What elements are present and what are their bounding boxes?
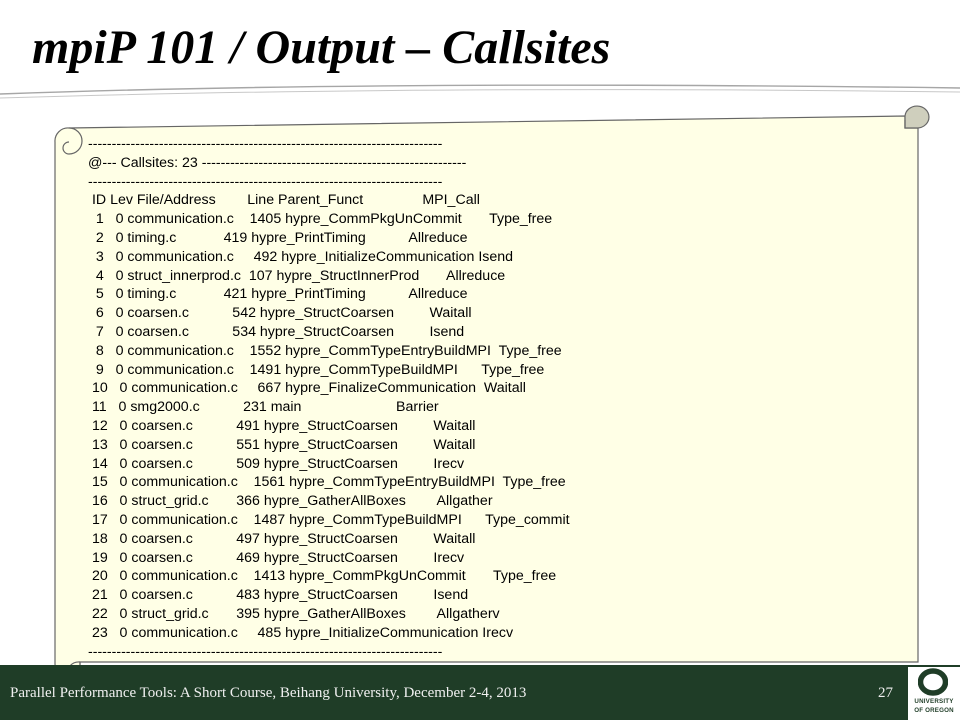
logo-line-oregon: OF OREGON <box>914 707 954 714</box>
logo-line-university: UNIVERSITY <box>914 698 954 705</box>
footer-bar <box>0 665 960 720</box>
output-line: 7 0 coarsen.c 534 hypre_StructCoarsen Isend <box>88 323 465 340</box>
output-line: 3 0 communication.c 492 hypre_InitializeCommunication Isend <box>88 248 514 265</box>
output-line: @--- Callsites: 23 -------------------------------------------------------- <box>88 154 467 171</box>
output-line: 19 0 coarsen.c 469 hypre_StructCoarsen Irecv <box>88 549 465 566</box>
output-line: 20 0 communication.c 1413 hypre_CommPkgUnCommit Type_free <box>88 568 557 585</box>
output-line: --------------------------------------------------------------------------- <box>88 643 443 660</box>
output-line: 9 0 communication.c 1491 hypre_CommTypeBuildMPI Type_free <box>88 361 545 378</box>
output-line: 22 0 struct_grid.c 395 hypre_GatherAllBoxes Allgatherv <box>88 605 500 622</box>
output-line: 2 0 timing.c 419 hypre_PrintTiming Allreduce <box>88 229 468 246</box>
output-line: 17 0 communication.c 1487 hypre_CommTypeBuildMPI Type_commit <box>88 511 570 528</box>
callsites-output <box>88 135 908 661</box>
output-line: 4 0 struct_innerprod.c 107 hypre_StructInnerProd Allreduce <box>88 267 506 284</box>
output-line: 6 0 coarsen.c 542 hypre_StructCoarsen Waitall <box>88 305 472 322</box>
output-line: 10 0 communication.c 667 hypre_FinalizeCommunication Waitall <box>88 380 526 397</box>
o-logo-icon <box>918 668 948 696</box>
output-line: ID Lev File/Address Line Parent_Funct MPI_Call <box>88 192 480 209</box>
slide-title: mpiP 101 / Output – Callsites <box>32 21 611 74</box>
footer-caption: Parallel Performance Tools: A Short Course, Beihang University, December 2-4, 2013 <box>10 685 527 701</box>
output-line: 5 0 timing.c 421 hypre_PrintTiming Allreduce <box>88 286 468 303</box>
output-line: 23 0 communication.c 485 hypre_InitializeCommunication Irecv <box>88 624 514 641</box>
output-line: 13 0 coarsen.c 551 hypre_StructCoarsen Waitall <box>88 436 476 453</box>
output-line: 14 0 coarsen.c 509 hypre_StructCoarsen Irecv <box>88 455 465 472</box>
output-line: 1 0 communication.c 1405 hypre_CommPkgUnCommit Type_free <box>88 211 553 228</box>
output-line: 8 0 communication.c 1552 hypre_CommTypeEntryBuildMPI Type_free <box>88 342 562 359</box>
page-number: 27 <box>878 685 893 701</box>
output-line: 16 0 struct_grid.c 366 hypre_GatherAllBoxes Allgather <box>88 493 493 510</box>
output-line: --------------------------------------------------------------------------- <box>88 136 443 152</box>
output-line: 15 0 communication.c 1561 hypre_CommTypeEntryBuildMPI Type_free <box>88 474 566 491</box>
output-line: 18 0 coarsen.c 497 hypre_StructCoarsen Waitall <box>88 530 476 547</box>
output-line: 21 0 coarsen.c 483 hypre_StructCoarsen Isend <box>88 587 469 604</box>
university-logo <box>908 667 960 720</box>
output-line: 12 0 coarsen.c 491 hypre_StructCoarsen Waitall <box>88 417 476 434</box>
output-line: --------------------------------------------------------------------------- <box>88 173 443 190</box>
output-line: 11 0 smg2000.c 231 main Barrier <box>88 399 439 416</box>
